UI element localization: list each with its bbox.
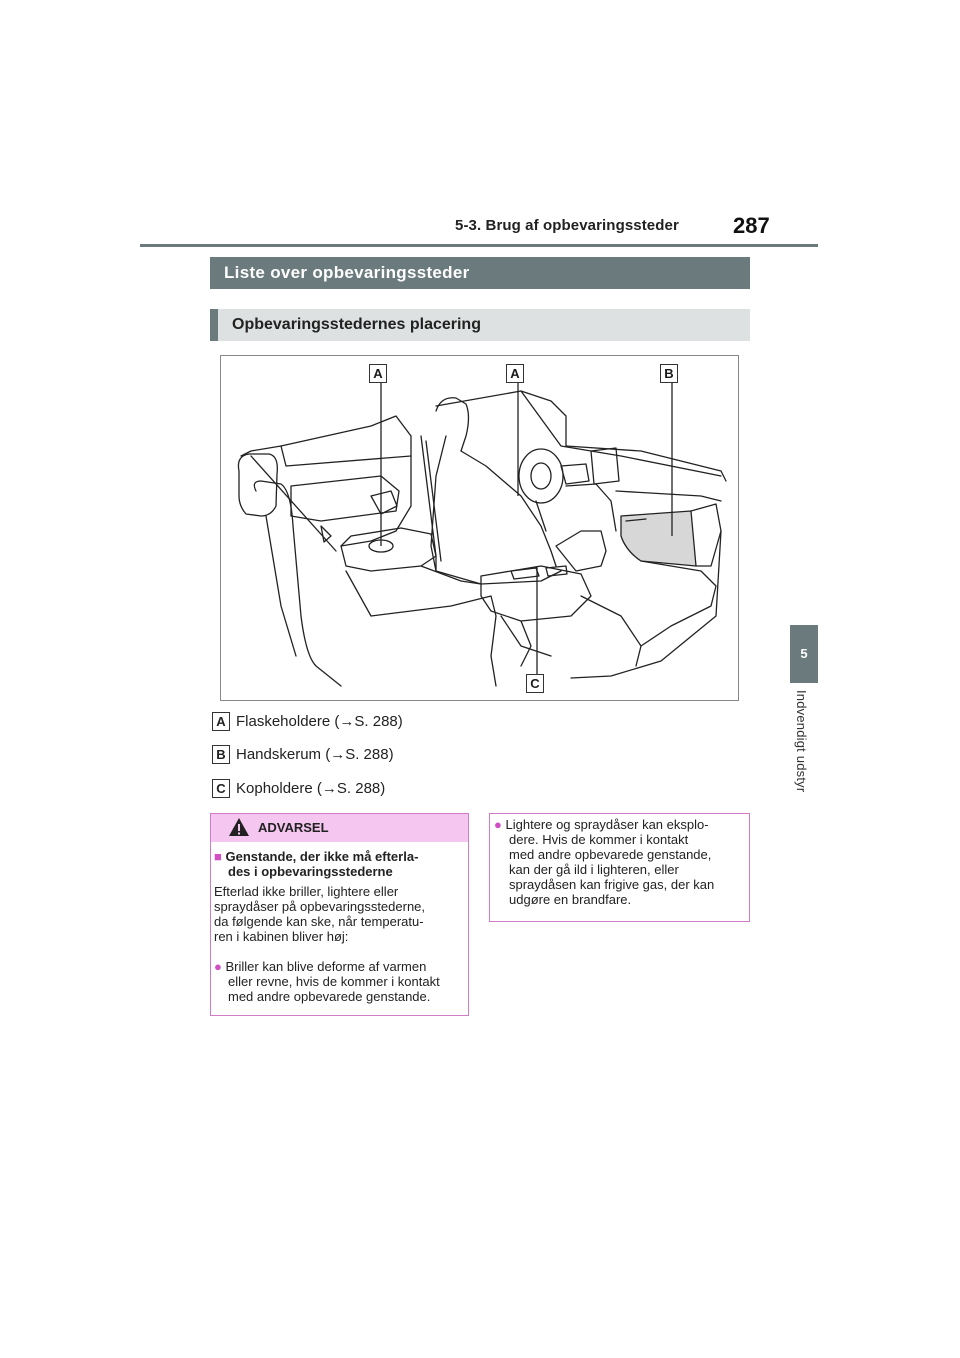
warning-subheading-line2: des i opbevaringsstederne	[228, 864, 393, 879]
warning-bullet2-line3: med andre opbevarede genstande,	[509, 847, 712, 862]
callout-b: B	[660, 364, 678, 383]
legend-item-c	[212, 779, 385, 798]
legend-key-c: C	[212, 779, 230, 798]
legend-key-a: A	[212, 712, 230, 731]
car-interior-drawing	[221, 356, 738, 700]
circle-bullet-icon: ●	[214, 959, 222, 974]
warning-bullet1-line2: eller revne, hvis de kommer i kontakt	[228, 974, 440, 989]
warning-subheading-line1: Genstande, der ikke må efterla-	[225, 849, 419, 864]
warning-bullet2-line2: dere. Hvis de kommer i kontakt	[509, 832, 689, 847]
warning-intro-line4: ren i kabinen bliver høj:	[214, 929, 349, 944]
warning-heading: ADVARSEL	[258, 820, 329, 835]
header-rule	[140, 244, 818, 247]
legend-item-b	[212, 745, 394, 764]
warning-bullet2-line4: kan der gå ild i lighteren, eller	[509, 862, 679, 877]
subsection-title: Opbevaringsstedernes placering	[210, 309, 750, 341]
chapter-label: Indvendigt udstyr	[794, 690, 809, 793]
circle-bullet-icon: ●	[494, 817, 502, 832]
warning-intro-line3: da følgende kan ske, når temperatu-	[214, 914, 424, 929]
legend-key-b: B	[212, 745, 230, 764]
warning-intro-line2: spraydåser på opbevaringsstederne,	[214, 899, 426, 914]
page-number: 287	[733, 213, 770, 238]
car-interior-illustration	[220, 355, 739, 701]
callout-a-left: A	[369, 364, 387, 383]
legend-text-c: Kopholdere (→S. 288)	[236, 780, 386, 797]
warning-bullet2	[494, 818, 709, 833]
warning-icon	[228, 817, 250, 837]
warning-subheading	[214, 850, 418, 865]
warning-bullet2-line1: Lightere og spraydåser kan eksplo-	[505, 817, 709, 832]
warning-bullet1	[214, 960, 426, 975]
legend-text-b: Handskerum (→S. 288)	[236, 746, 394, 763]
callout-a-right: A	[506, 364, 524, 383]
warning-intro-line1: Efterlad ikke briller, lightere eller	[214, 884, 399, 899]
callout-c: C	[526, 674, 544, 693]
chapter-tab: 5	[790, 625, 818, 683]
section-title: Liste over opbevaringssteder	[210, 257, 750, 289]
running-header: 5-3. Brug af opbevaringssteder	[455, 217, 679, 234]
warning-bullet1-line3: med andre opbevarede genstande.	[228, 989, 431, 1004]
square-bullet-icon: ■	[214, 849, 222, 864]
legend-item-a	[212, 712, 403, 731]
warning-bullet1-line1: Briller kan blive deforme af varmen	[225, 959, 427, 974]
warning-bullet2-line6: udgøre en brandfare.	[509, 892, 632, 907]
legend-text-a: Flaskeholdere (→S. 288)	[236, 713, 403, 730]
warning-bullet2-line5: spraydåsen kan frigive gas, der kan	[509, 877, 715, 892]
